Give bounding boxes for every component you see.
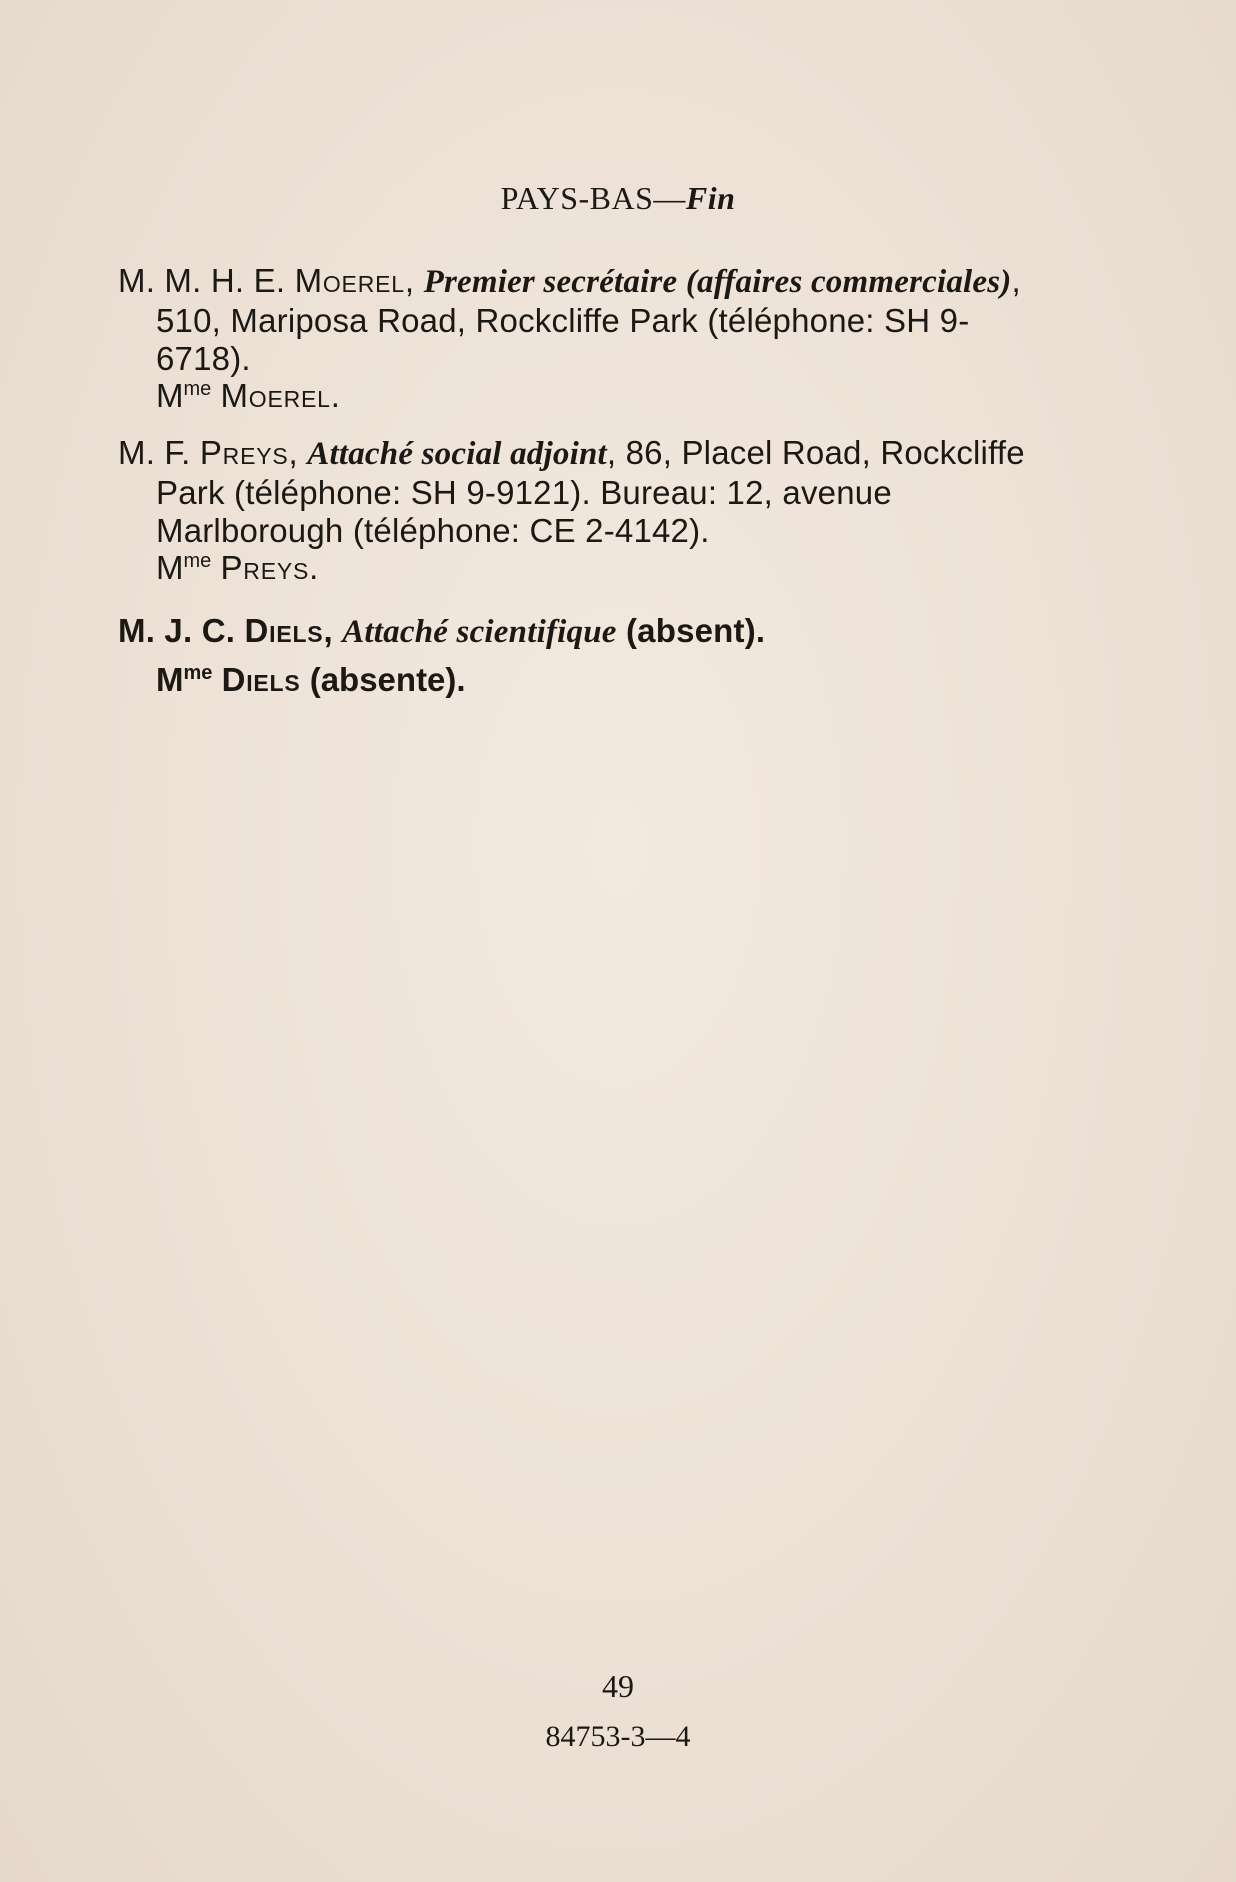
spouse-surname: Diels	[221, 661, 301, 698]
diplomat-entry-diels: M. J. C. Diels, Attaché scientifique (absent).	[118, 612, 766, 650]
spouse-diels	[156, 654, 466, 699]
spouse-suffix: .	[309, 549, 319, 586]
entry-name-prefix: M. F.	[118, 434, 200, 471]
header-country: PAYS-BAS—	[500, 180, 686, 216]
spouse-suffix: .	[330, 377, 340, 414]
entry-surname: Moerel	[294, 262, 405, 299]
entry-details: , 86, Placel Road, Rockcliffe Park (téléphone: SH 9-9121). Bureau: 12, avenue Marlborough (téléphone: CE 2-4142).	[156, 434, 1025, 549]
spouse-title-sup: me	[183, 662, 213, 684]
spouse-suffix: (absente).	[300, 661, 466, 698]
diplomat-entry-preys: M. F. Preys, Attaché social adjoint, 86, Placel Road, Rockcliffe Park (téléphone: SH 9-9121). Bureau: 12, avenue Marlborough (téléphone: CE 2-4142).	[118, 434, 1025, 549]
header-fin: Fin	[685, 180, 736, 216]
diplomat-entry-moerel: M. M. H. E. Moerel, Premier secrétaire (affaires commerciales), 510, Mariposa Road, Rockcliffe Park (téléphone: SH 9-6718).	[118, 262, 1021, 377]
spouse-title-sup: me	[183, 378, 212, 400]
spouse-moerel	[156, 370, 340, 415]
spouse-surname: Preys	[220, 549, 310, 586]
entry-surname: Preys	[199, 434, 289, 471]
spouse-title: M	[156, 549, 184, 586]
entry-name-prefix: M. J. C.	[118, 612, 245, 649]
entry-name-prefix: M. M. H. E.	[118, 262, 295, 299]
page-number: 49	[602, 1668, 634, 1704]
entry-title: Attaché social adjoint	[307, 436, 607, 472]
spouse-preys	[156, 542, 318, 587]
section-header	[0, 180, 1236, 217]
entry-title: Premier secrétaire (affaires commerciales)	[423, 264, 1012, 300]
entry-details: , 510, Mariposa Road, Rockcliffe Park (téléphone: SH 9-6718).	[156, 262, 1021, 377]
spouse-title: M	[156, 377, 184, 414]
entry-surname: Diels	[244, 612, 324, 649]
entry-details: (absent).	[616, 612, 766, 649]
spouse-title: M	[156, 661, 184, 698]
spouse-title-sup: me	[183, 550, 212, 572]
spouse-surname: Moerel	[220, 377, 331, 414]
print-code: 84753-3—4	[545, 1720, 691, 1753]
entry-title: Attaché scientifique	[342, 614, 617, 650]
